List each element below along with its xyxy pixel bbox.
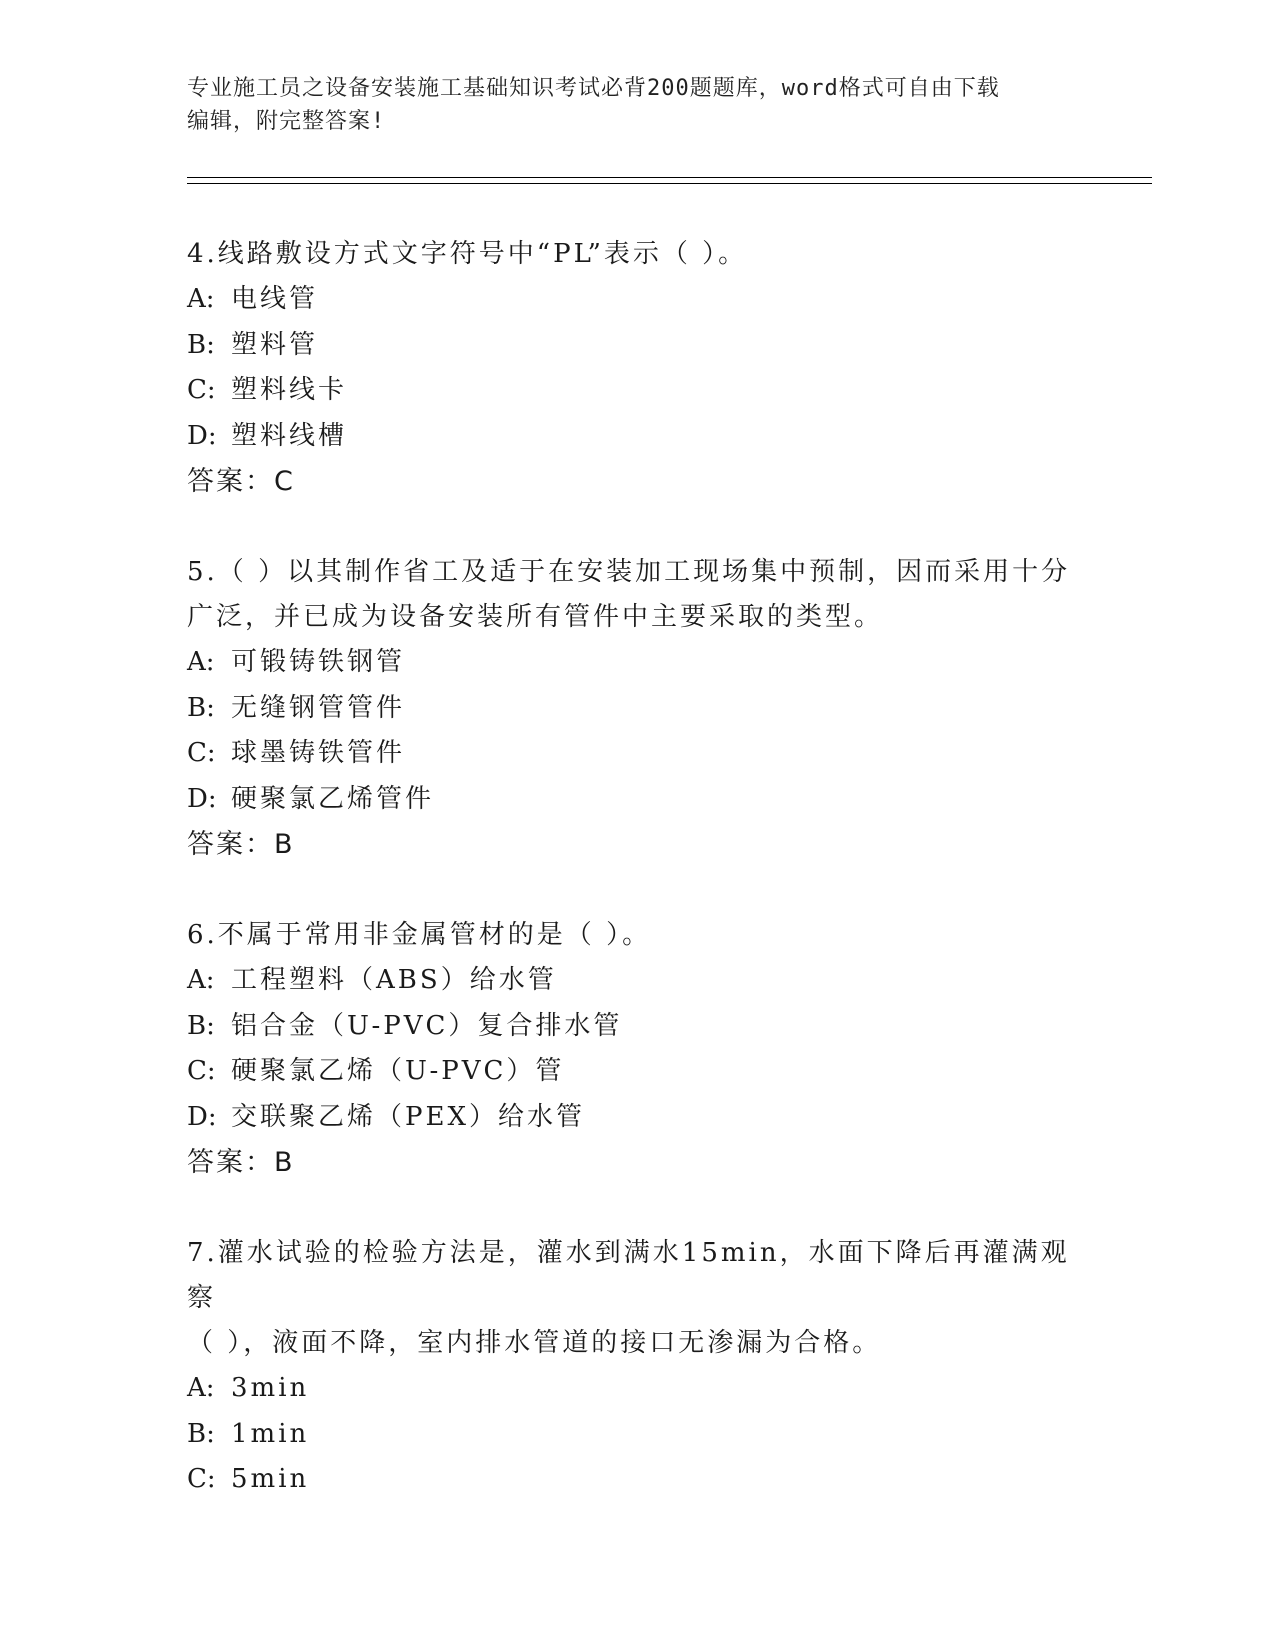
option-letter: C: — [187, 1464, 216, 1494]
answer-line: 答案：C — [187, 466, 295, 497]
option-letter: A: — [187, 284, 215, 314]
answer-option — [187, 686, 1087, 732]
answer-option — [187, 1095, 1087, 1141]
option-letter: C: — [187, 375, 216, 405]
option-text: 5min — [231, 1464, 310, 1494]
option-letter: B: — [187, 692, 215, 723]
option-text: 电线管 — [231, 284, 319, 314]
option-text: 球墨铸铁管件 — [231, 738, 406, 768]
question-stem: 6.不属于常用非金属管材的是（ ）。 — [187, 920, 652, 950]
option-letter: C: — [187, 738, 216, 768]
option-letter: D: — [187, 420, 217, 451]
question-block — [187, 232, 1087, 504]
option-text: 1min — [231, 1418, 310, 1449]
answer-option — [187, 731, 1087, 777]
answer-option — [187, 958, 1087, 1004]
header-divider-top — [187, 177, 1152, 178]
option-letter: A: — [187, 1373, 215, 1403]
option-text: 塑料线槽 — [231, 420, 348, 451]
option-text: 交联聚乙烯（PEX）给水管 — [231, 1101, 585, 1132]
option-letter: A: — [187, 965, 215, 995]
option-text: 塑料管 — [231, 329, 319, 360]
question-list — [187, 232, 1087, 1549]
option-letter: A: — [187, 647, 215, 677]
answer-option — [187, 368, 1087, 414]
question-block — [187, 913, 1087, 1185]
option-text: 工程塑料（ABS）给水管 — [231, 965, 557, 995]
answer-option — [187, 323, 1087, 369]
option-text: 塑料线卡 — [231, 375, 348, 405]
answer-option — [187, 277, 1087, 323]
option-text: 硬聚氯乙烯（U-PVC）管 — [231, 1056, 565, 1086]
question-stem: 4.线路敷设方式文字符号中“PL”表示（ ）。 — [187, 239, 748, 269]
header-divider-bottom — [187, 183, 1152, 184]
header-line-1: 专业施工员之设备安装施工基础知识考试必背200题题库，word格式可自由下载 — [187, 76, 1000, 101]
answer-line: 答案：B — [187, 829, 295, 860]
option-text: 铝合金（U-PVC）复合排水管 — [231, 1010, 623, 1041]
option-text: 可锻铸铁钢管 — [231, 647, 406, 677]
option-letter: B: — [187, 1418, 215, 1449]
question-stem: 7.灌水试验的检验方法是，灌水到满水15min，水面下降后再灌满观察 — [187, 1238, 1070, 1313]
answer-option — [187, 1366, 1087, 1412]
question-stem: 5.（ ）以其制作省工及适于在安装加工现场集中预制，因而采用十分 — [187, 557, 1071, 587]
option-text: 硬聚氯乙烯管件 — [231, 783, 435, 814]
option-letter: D: — [187, 783, 217, 814]
question-stem: （ ），液面不降，室内排水管道的接口无渗漏为合格。 — [187, 1328, 882, 1358]
option-letter: D: — [187, 1101, 217, 1132]
option-text: 3min — [231, 1373, 310, 1403]
answer-option — [187, 1457, 1087, 1503]
question-block — [187, 550, 1087, 867]
header-line-2: 编辑，附完整答案! — [187, 109, 386, 134]
answer-option — [187, 1049, 1087, 1095]
answer-option — [187, 777, 1087, 823]
answer-option — [187, 1412, 1087, 1458]
question-block — [187, 1231, 1087, 1503]
option-text: 无缝钢管管件 — [231, 692, 406, 723]
option-letter: B: — [187, 329, 215, 360]
option-letter: C: — [187, 1056, 216, 1086]
answer-option — [187, 1004, 1087, 1050]
document-header — [187, 72, 1087, 138]
question-stem: 广泛，并已成为设备安装所有管件中主要采取的类型。 — [187, 602, 884, 632]
answer-option — [187, 640, 1087, 686]
option-letter: B: — [187, 1010, 215, 1041]
answer-option — [187, 414, 1087, 460]
answer-line: 答案：B — [187, 1147, 295, 1178]
